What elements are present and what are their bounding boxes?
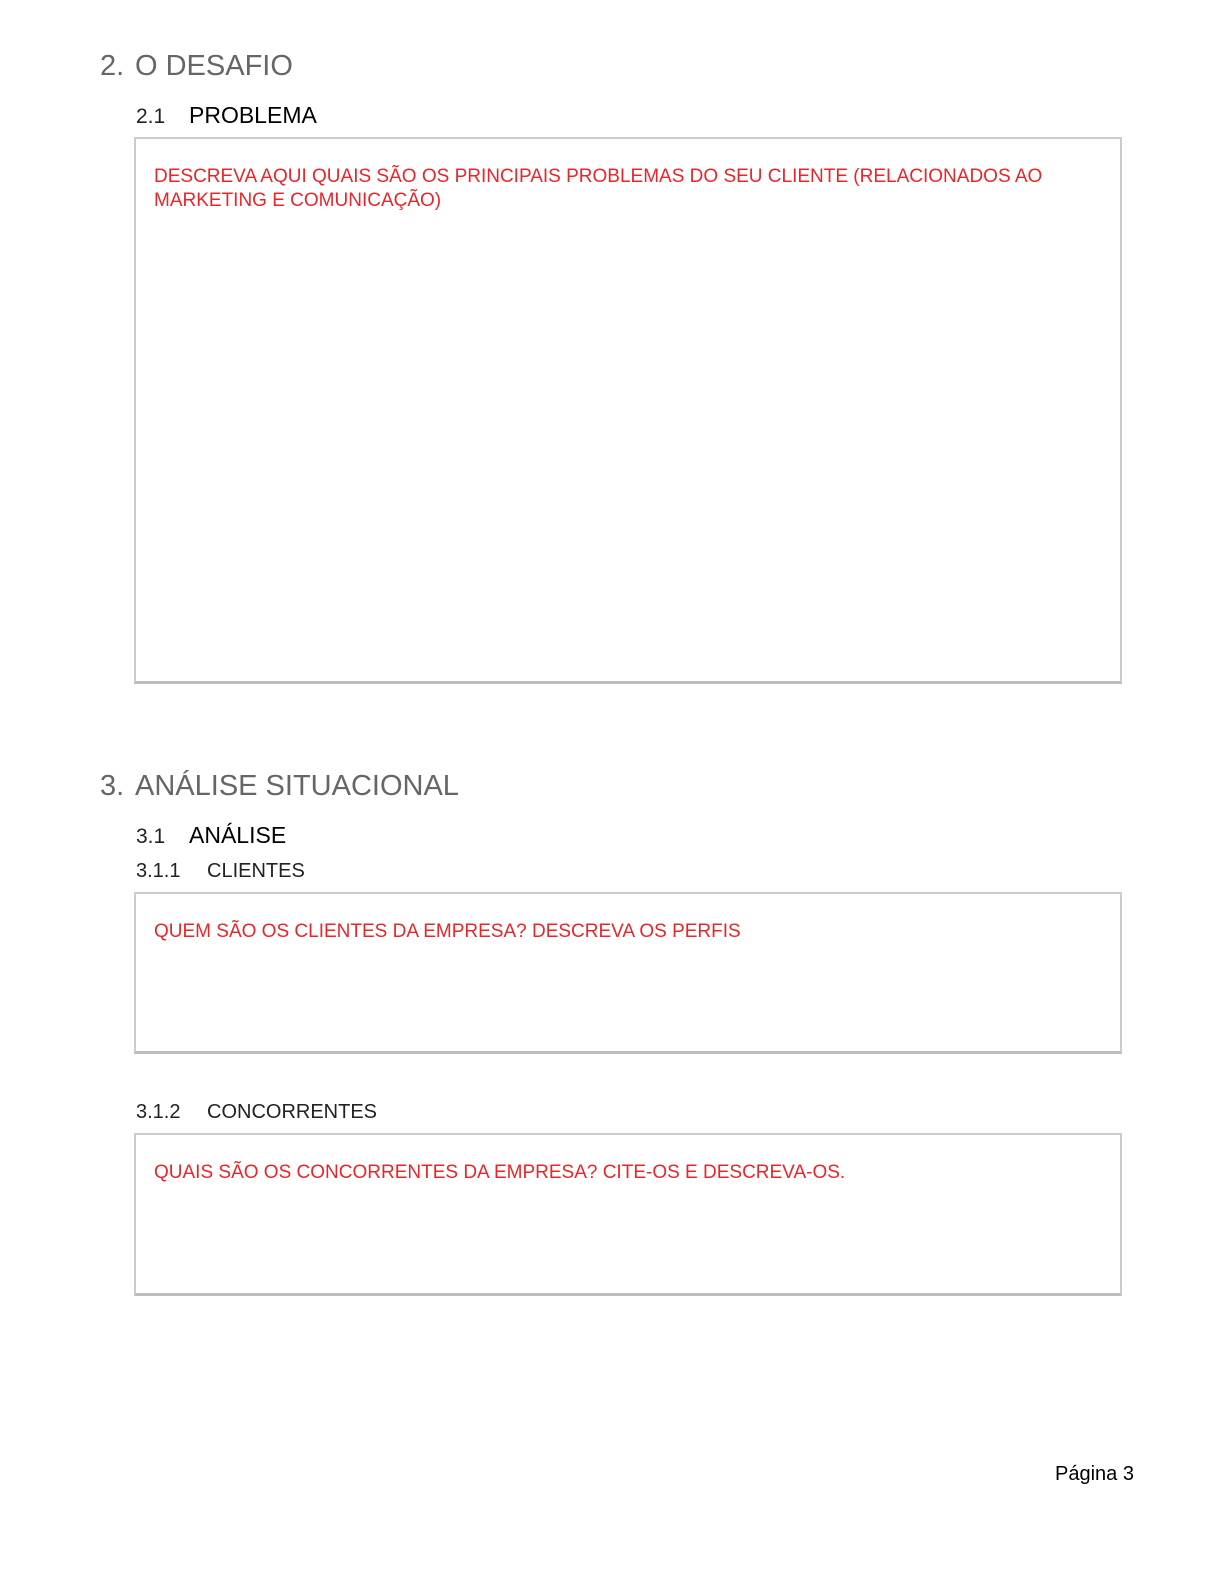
subsection-2-1-number: 2.1 bbox=[136, 105, 166, 128]
subsection-2-1-heading bbox=[136, 102, 317, 129]
subsection-3-1-2-title: CONCORRENTES bbox=[207, 1101, 378, 1123]
section-3-title: ANÁLISE SITUACIONAL bbox=[135, 770, 459, 802]
subsection-3-1-number: 3.1 bbox=[136, 825, 166, 848]
subsection-3-1-1-number: 3.1.1 bbox=[136, 860, 181, 882]
subsection-2-1-title: PROBLEMA bbox=[189, 102, 317, 128]
section-2-heading bbox=[100, 50, 293, 83]
problema-placeholder: DESCREVA AQUI QUAIS SÃO OS PRINCIPAIS PROBLEMAS DO SEU CLIENTE (RELACIONADOS AO MARKETING E COMUNICAÇÃO) bbox=[154, 166, 1043, 211]
section-3-heading bbox=[100, 770, 459, 803]
clientes-text-box[interactable] bbox=[134, 892, 1122, 1054]
subsection-3-1-heading bbox=[136, 822, 286, 849]
subsection-3-1-title: ANÁLISE bbox=[189, 822, 287, 848]
page-number: Página 3 bbox=[1055, 1463, 1134, 1485]
section-3-number: 3. bbox=[100, 770, 125, 802]
concorrentes-placeholder: QUAIS SÃO OS CONCORRENTES DA EMPRESA? CITE-OS E DESCREVA-OS. bbox=[154, 1162, 846, 1183]
subsection-3-1-2-heading bbox=[136, 1101, 377, 1124]
subsection-3-1-1-title: CLIENTES bbox=[207, 860, 305, 882]
clientes-placeholder: QUEM SÃO OS CLIENTES DA EMPRESA? DESCREVA OS PERFIS bbox=[154, 921, 741, 942]
problema-text-box[interactable] bbox=[134, 137, 1122, 684]
section-2-title: O DESAFIO bbox=[135, 50, 293, 82]
subsection-3-1-2-number: 3.1.2 bbox=[136, 1101, 181, 1123]
subsection-3-1-1-heading bbox=[136, 860, 305, 883]
section-2-number: 2. bbox=[100, 50, 125, 82]
concorrentes-text-box[interactable] bbox=[134, 1133, 1122, 1296]
